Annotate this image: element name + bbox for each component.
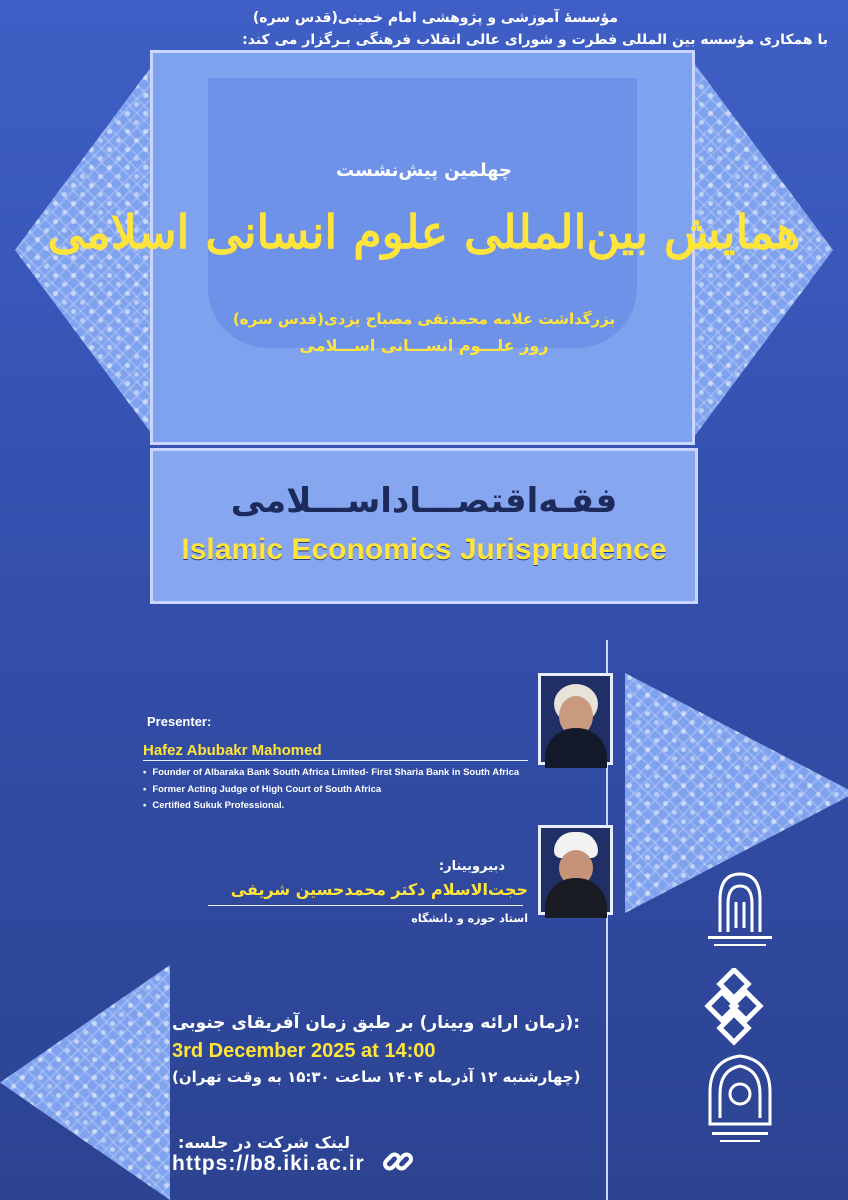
presenter-label: Presenter: bbox=[147, 714, 212, 729]
link-chain-icon[interactable] bbox=[380, 1143, 416, 1179]
presenter-underline bbox=[143, 760, 528, 761]
schedule-datetime: 3rd December 2025 at 14:00 bbox=[172, 1040, 436, 1062]
pre-session-label: چهلمین پیش‌نشست bbox=[335, 160, 513, 181]
presenter-credentials bbox=[143, 765, 519, 815]
moderator-role: استاد حوزه و دانشگاه bbox=[411, 912, 528, 925]
header-cooperation: با همکاری مؤسسه بین المللی فطرت و شورای عالی انقلاب فرهنگی بـرگزار می کند: bbox=[242, 32, 828, 48]
moderator-photo bbox=[538, 825, 613, 915]
schedule-tehran-time: (چهارشنبه ۱۲ آذرماه ۱۴۰۴ ساعت ۱۵:۳۰ به وقت تهران) bbox=[172, 1068, 581, 1086]
credential-item: • Former Acting Judge of High Court of South Africa bbox=[143, 782, 519, 799]
fetrat-logo bbox=[700, 968, 780, 1046]
header-institute: مؤسسهٔ آموزشی و پژوهشی امام خمینی(قدس سره) bbox=[252, 10, 618, 26]
topic-box bbox=[150, 448, 698, 604]
moderator-label: دبیروبینار: bbox=[438, 859, 505, 874]
moderator-name: حجت‌الاسلام دکتر محمدحسین شریفی bbox=[230, 880, 528, 899]
credential-item: • Certified Sukuk Professional. bbox=[143, 798, 519, 815]
presenter-name: Hafez Abubakr Mahomed bbox=[143, 742, 322, 759]
conference-title: همایش بین‌المللی علوم انسانی اسلامی bbox=[47, 205, 801, 259]
institute-logo bbox=[700, 862, 780, 957]
moderator-underline bbox=[208, 905, 523, 906]
credential-item: • Founder of Albaraka Bank South Africa Limited- First Sharia Bank in South Africa bbox=[143, 765, 519, 782]
left-pattern-wing bbox=[0, 965, 170, 1200]
schedule-label-fa: :(زمان ارائه وبینار) بر طبق زمان آفریقای جنوبی bbox=[172, 1013, 581, 1033]
join-link-url[interactable]: https://b8.iki.ac.ir bbox=[172, 1152, 365, 1175]
presenter-photo bbox=[538, 673, 613, 765]
join-link-label: لینک شرکت در جلسه: bbox=[178, 1133, 350, 1152]
commemoration-line: بزرگداشت علامه محمدتقی مصباح یزدی(قدس سره) bbox=[232, 310, 616, 328]
topic-title-en: Islamic Economics Jurisprudence bbox=[181, 533, 667, 566]
topic-title-fa: فقـه‌اقتصـــاداســـلامی bbox=[230, 481, 618, 521]
humanities-day-line: روز علـــوم انســـانی اســـلامی bbox=[299, 336, 549, 355]
cultural-council-logo bbox=[700, 1052, 780, 1152]
